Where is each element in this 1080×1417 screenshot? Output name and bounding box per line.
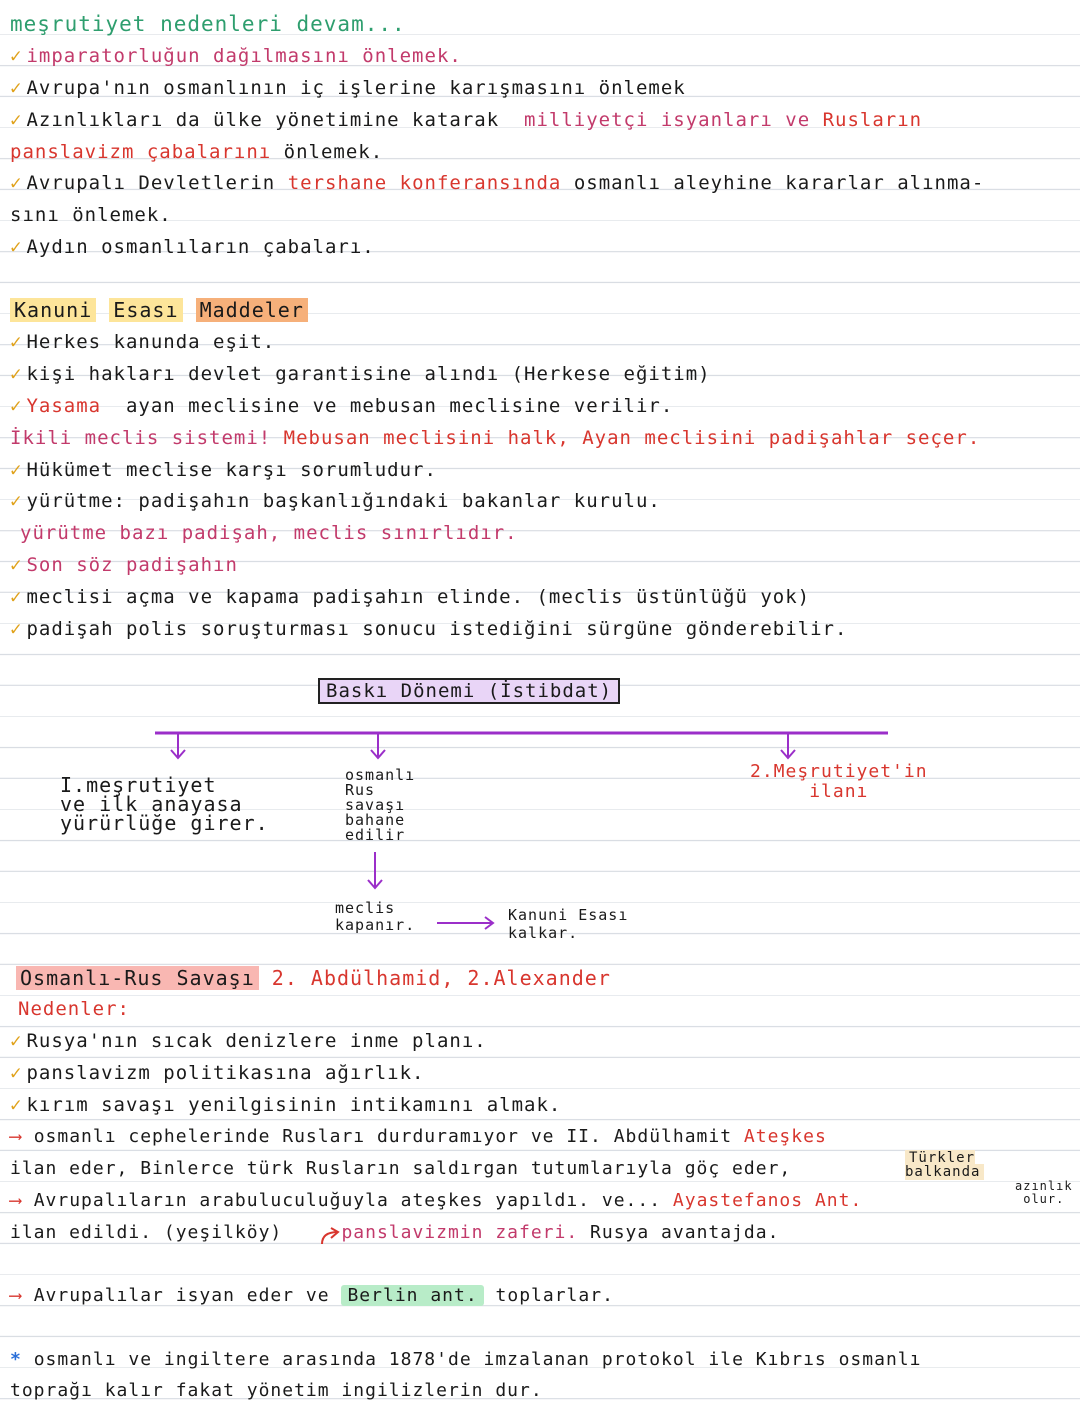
check-icon: ✓ <box>10 1094 23 1116</box>
kanuni-item: ✓ yürütme: padişahın başkanlığındaki bakanlar kurulu. <box>10 490 661 512</box>
diagram-middle: osmanlı Rus savaşı bahane edilir <box>345 766 416 844</box>
war-azinlik-note: azınlık olur. <box>1015 1179 1073 1206</box>
check-icon: ✓ <box>10 459 23 481</box>
war-reason: ✓ panslavizm politikasına ağırlık. <box>10 1062 425 1084</box>
kanuni-item: ✓ Son söz padişahın <box>10 554 238 576</box>
kanuni-item: ✓ kişi hakları devlet garantisine alındı (Herkese eğitim) <box>10 363 711 385</box>
arrow-icon: ⟶ <box>10 1190 22 1211</box>
intro-item: ✓ Avrupa'nın osmanlının iç işlerine karışmasını önlemek <box>10 77 686 99</box>
war-final-2: toprağı kalır fakat yönetim ingilizlerin dur. <box>10 1380 543 1401</box>
kanuni-item: ✓ padişah polis soruşturması sonucu istediğini sürgüne gönderebilir. <box>10 618 848 640</box>
check-icon: ✓ <box>10 236 23 258</box>
diagram-left: I.meşrutiyet ve ilk anayasa yürürlüğe girer. <box>60 773 269 835</box>
kanuni-item-note: yürütme bazı padişah, meclis sınırlıdır. <box>20 522 518 544</box>
intro-item: ✓ Azınlıkları da ülke yönetimine katarak milliyetçi isyanları ve Rusların <box>10 109 923 131</box>
check-icon: ✓ <box>10 109 23 131</box>
check-icon: ✓ <box>10 586 23 608</box>
check-icon: ✓ <box>10 172 23 194</box>
war-heading: Osmanlı-Rus Savaşı 2. Abdülhamid, 2.Alexander <box>16 966 611 990</box>
check-icon: ✓ <box>10 77 23 99</box>
check-icon: ✓ <box>10 363 23 385</box>
war-line-3: ⟶ Avrupalıların arabuluculuğuyla ateşkes yapıldı. ve... Ayastefanos Ant. <box>10 1190 863 1211</box>
kanuni-item: ✓ Yasama ayan meclisine ve mebusan meclisine verilir. <box>10 395 674 417</box>
intro-title: meşrutiyet nedenleri devam... <box>10 12 406 36</box>
star-icon: * <box>10 1349 22 1370</box>
intro-item: ✓ Aydın osmanlıların çabaları. <box>10 236 375 258</box>
check-icon: ✓ <box>10 618 23 640</box>
war-final-1: * osmanlı ve ingiltere arasında 1878'de imzalanan protokol ile Kıbrıs osmanlı <box>10 1349 922 1370</box>
kanuni-heading: Kanuni Esası Maddeler <box>10 298 308 322</box>
diagram-title: Baskı Dönemi (İstibdat) <box>318 680 620 702</box>
diagram-result: Kanuni Esası kalkar. <box>508 906 629 942</box>
kanuni-item: ✓ Hükümet meclise karşı sorumludur. <box>10 459 437 481</box>
kanuni-item-note: İkili meclis sistemi! Mebusan meclisini halk, Ayan meclisini padişahlar seçer. <box>10 427 981 449</box>
check-icon: ✓ <box>10 1062 23 1084</box>
intro-item-cont: sını önlemek. <box>10 204 172 226</box>
diagram-closed: meclis kapanır. <box>335 899 416 934</box>
war-reasons-label: Nedenler: <box>18 998 130 1020</box>
war-turkler-note: Türkler balkanda <box>905 1151 984 1179</box>
check-icon: ✓ <box>10 331 23 353</box>
intro-item: ✓ imparatorluğun dağılmasını önlemek. <box>10 45 462 67</box>
check-icon: ✓ <box>10 395 23 417</box>
war-line-2: ilan eder, Binlerce türk Rusların saldırgan tutumlarıyla göç eder, <box>10 1158 792 1179</box>
check-icon: ✓ <box>10 490 23 512</box>
check-icon: ✓ <box>10 45 23 67</box>
arrow-icon: ⟶ <box>10 1126 22 1147</box>
kanuni-item: ✓ Herkes kanunda eşit. <box>10 331 276 353</box>
arrow-icon: ⟶ <box>10 1285 22 1306</box>
check-icon: ✓ <box>10 554 23 576</box>
war-reason: ✓ Rusya'nın sıcak denizlere inme planı. <box>10 1030 487 1052</box>
war-line-1: ⟶ osmanlı cephelerinde Rusları durduramıyor ve II. Abdülhamit Ateşkes <box>10 1126 827 1147</box>
war-reason: ✓ kırım savaşı yenilgisinin intikamını almak. <box>10 1094 562 1116</box>
war-line-5: ⟶ Avrupalılar isyan eder ve Berlin ant. toplarlar. <box>10 1285 614 1306</box>
intro-item: ✓ Avrupalı Devletlerin tershane konferansında osmanlı aleyhine kararlar alınma- <box>10 172 985 194</box>
diagram-right: 2.Meşrutiyet'in ilanı <box>750 761 928 802</box>
war-line-4: ilan edildi. (yeşilköy) panslavizmin zaferi. Rusya avantajda. <box>10 1222 780 1243</box>
intro-item-cont: panslavizm çabalarını önlemek. <box>10 141 384 163</box>
check-icon: ✓ <box>10 1030 23 1052</box>
kanuni-item: ✓ meclisi açma ve kapama padişahın elinde. (meclis üstünlüğü yok) <box>10 586 811 608</box>
